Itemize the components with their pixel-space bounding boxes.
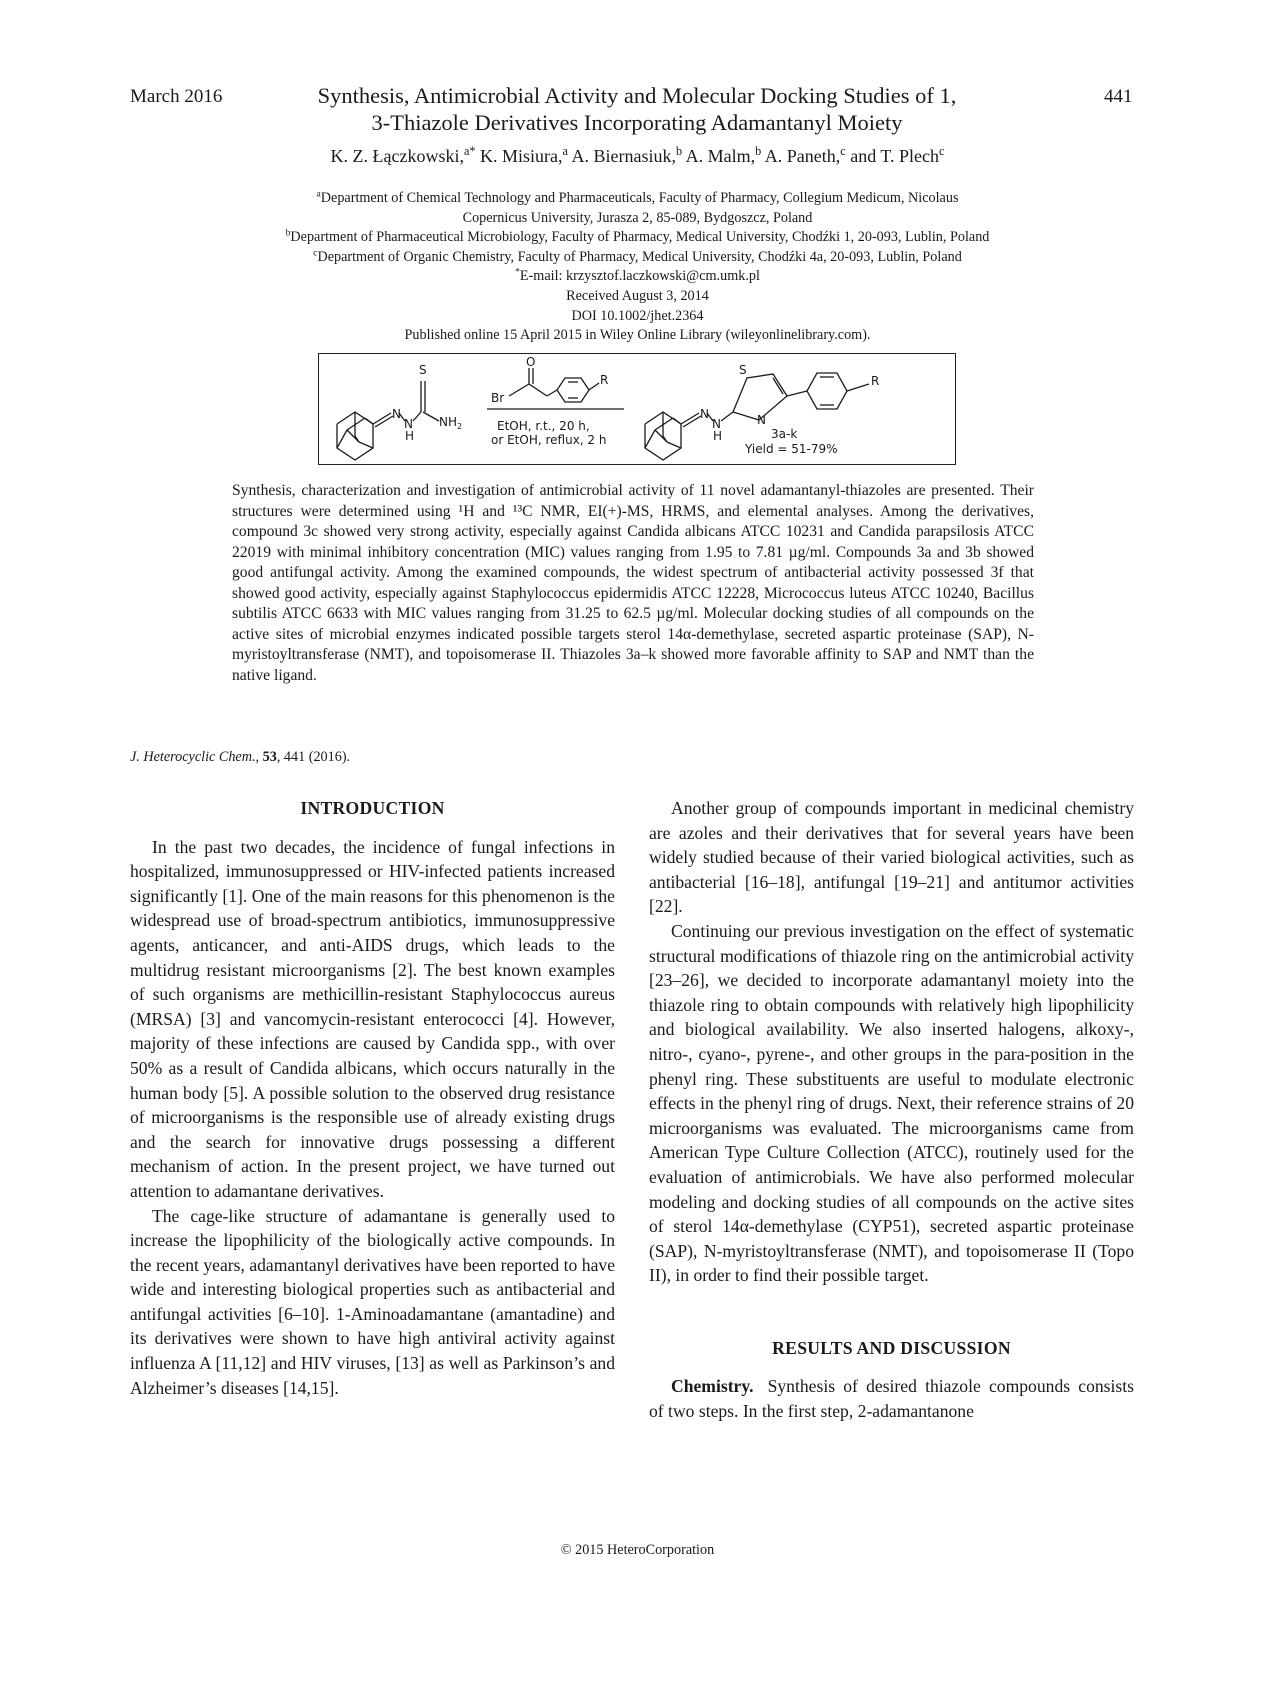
corresponding-email: *E-mail: krzysztof.laczkowski@cm.umk.pl	[515, 266, 760, 285]
title-line-2: 3-Thiazole Derivatives Incorporating Adamantanyl Moiety	[371, 110, 903, 135]
nitrogen-atom-label: N	[404, 417, 413, 431]
affiliation-a-line1: $^a$Department of Chemical Technology and Pharmaceuticals, Faculty of Pharmacy, Collegium Medicum, Nicolaus	[316, 188, 959, 206]
substituent-r-label: R	[600, 373, 609, 387]
title-line-1: Synthesis, Antimicrobial Activity and Molecular Docking Studies of 1,	[317, 83, 957, 108]
intro-paragraph-4: Continuing our previous investigation on the effect of systematic structural modifications of thiazole ring on the antimicrobial activity [23–26], we decided to incorporate adamantanyl moiety into the thiazole ring to obtain compounds with relatively high lipophilicity and biological availability. We also inserted halogens, alkoxy-, nitro-, cyano-, pyrene-, and other groups in the para-position in the phenyl ring. These substituents are useful to modulate electronic effects in the phenyl ring of drugs. Next, their reference strains of 20 microorganisms was evaluated. The microorganisms came from American Type Culture Collection (ATCC), routinely used for the evaluation of antimicrobials. We have also performed molecular modeling and docking studies of all compounds on the active sites of sterol 14α-demethylase (CYP51), secreted aspartic proteinase (SAP), N-myristoyltransferase (NMT), and topoisomerase II (Topo II), in order to find their possible target.	[649, 920, 1134, 1286]
nitrogen-atom-label: N	[757, 413, 766, 427]
affiliation-a-line2: Copernicus University, Jurasza 2, 85-089, Bydgoszcz, Poland	[462, 209, 813, 226]
intro-paragraph-3: Another group of compounds important in medicinal chemistry are azoles and their derivatives that for several years have been widely studied because of their varied biological activities, such as antibacterial [16–18], antifungal [19–21] and antitumor activities [22].	[649, 798, 1134, 917]
reaction-scheme	[318, 353, 956, 465]
substituent-r-label: R	[871, 374, 880, 388]
affiliations	[150, 189, 1125, 346]
chemistry-paragraph: Chemistry. Synthesis of desired thiazole compounds consists of two steps. In the first step, 2-adamantanone	[649, 1376, 1134, 1422]
nitrogen-atom-label: N	[700, 407, 709, 421]
hydrogen-atom-label: H	[713, 429, 723, 443]
results-heading: RESULTS AND DISCUSSION	[772, 1337, 1011, 1358]
affiliation-c: $^c$Department of Organic Chemistry, Faculty of Pharmacy, Medical University, Chodźki 4a, 20-093, Lublin, Poland	[313, 247, 962, 265]
chemistry-run-in: Chemistry.	[671, 1376, 754, 1397]
doi: DOI 10.1002/jhet.2364	[571, 307, 704, 324]
received-date: Received August 3, 2014	[566, 287, 709, 304]
copyright-footer: © 2015 HeteroCorporation	[560, 1542, 715, 1558]
adamantane-cage-left	[337, 412, 373, 460]
adamantane-cage-right	[645, 412, 681, 460]
reaction-condition-1: EtOH, r.t., 20 h,	[497, 419, 590, 433]
right-column	[649, 796, 1134, 1424]
affiliation-b: $^b$Department of Pharmaceutical Microbiology, Faculty of Pharmacy, Medical University, Chodźki 1, 20-093, Lublin, Poland	[285, 227, 990, 246]
author: and T. Plech$^c$	[850, 144, 945, 166]
intro-paragraph-1: In the past two decades, the incidence of fungal infections in hospitalized, immunosuppressed or HIV-infected patients increased significantly [1]. One of the main reasons for this phenomenon is the widespread use of broad-spectrum antibiotics, immunosuppressive agents, anticancer, and anti-AIDS drugs, which leads to the multidrug resistant microorganisms [2]. The best known examples of such organisms are methicillin-resistant Staphylococcus aureus (MRSA) [3] and vancomycin-resistant enterococci [4]. However, majority of these infections are caused by Candida spp., with over 50% as a result of Candida albicans, which occurs naturally in the human body [5]. A possible solution to the observed drug resistance of microorganisms is the responsible use of already existing drugs and the search for innovative drugs possessing a different mechanism of action. In the present project, we have turned out attention to adamantane derivatives.	[130, 836, 615, 1201]
author: K. Misiura,$^a$	[480, 144, 568, 166]
bromine-atom-label: Br	[491, 391, 505, 405]
author: K. Z. Łączkowski,$^{a*}$	[330, 144, 476, 166]
reaction-condition-2: or EtOH, reflux, 2 h	[491, 433, 607, 447]
page-number: 441	[1104, 86, 1133, 107]
reaction-scheme-drawing	[319, 354, 955, 464]
abstract: Synthesis, characterization and investigation of antimicrobial activity of 11 novel adamantanyl-thiazoles are presented. Their structures were determined using ¹H and ¹³C NMR, EI(+)-MS, HRMS, and elemental analyses. Among the derivatives, compound 3c showed very strong activity, especially against Candida albicans ATCC 10231 and Candida parapsilosis ATCC 22019 with minimal inhibitory concentration (MIC) values ranging from 1.95 to 7.81 µg/ml. Compounds 3a and 3b showed good antifungal activity. Among the examined compounds, the widest spectrum of antibacterial activity possessed 3f that showed good activity, especially against Staphylococcus epidermidis ATCC 12228, Micrococcus luteus ATCC 10240, Bacillus subtilis ATCC 6633 with MIC values ranging from 31.25 to 62.5 µg/ml. Molecular docking studies of all compounds on the active sites of microbial enzymes indicated possible targets sterol 14α-demethylase, secreted aspartic proteinase (SAP), N-myristoyltransferase (NMT), and topoisomerase II. Thiazoles 3a–k showed more favorable affinity to SAP and NMT than the native ligand.	[232, 482, 1034, 684]
nitrogen-atom-label: N	[392, 407, 401, 421]
author: A. Malm,$^b$	[685, 144, 762, 166]
published-online: Published online 15 April 2015 in Wiley Online Library (wileyonlinelibrary.com).	[404, 327, 871, 344]
sulfur-atom-label: S	[419, 363, 427, 377]
article-title	[262, 82, 1012, 136]
introduction-heading: INTRODUCTION	[300, 798, 445, 818]
hydrogen-atom-label: H	[405, 429, 415, 443]
product-label: 3a-k	[771, 427, 798, 441]
amine-group-label: $NH_2$	[439, 415, 463, 431]
journal-citation: J. Heterocyclic Chem., 53, 441 (2016).	[130, 749, 351, 765]
sulfur-atom-label: S	[739, 363, 747, 377]
author-list	[150, 146, 1125, 167]
oxygen-atom-label: O	[526, 355, 536, 369]
issue-date: March 2016	[130, 86, 223, 107]
nitrogen-atom-label: N	[712, 417, 721, 431]
left-column	[130, 796, 615, 1400]
intro-paragraph-2: The cage-like structure of adamantane is generally used to increase the lipophilicity of the biologically active compounds. In the recent years, adamantanyl derivatives have been reported to have wide and interesting biological properties such as antibacterial and antifungal activities [6–10]. 1-Aminoadamantane (amantadine) and its derivatives were shown to have high antiviral activity against influenza A [11,12] and HIV viruses, [13] as well as Parkinson’s and Alzheimer’s diseases [14,15].	[130, 1205, 615, 1398]
yield-label: Yield = 51-79%	[745, 442, 838, 456]
author: A. Biernasiuk,$^b$	[571, 144, 683, 166]
author: A. Paneth,$^c$	[764, 144, 846, 166]
